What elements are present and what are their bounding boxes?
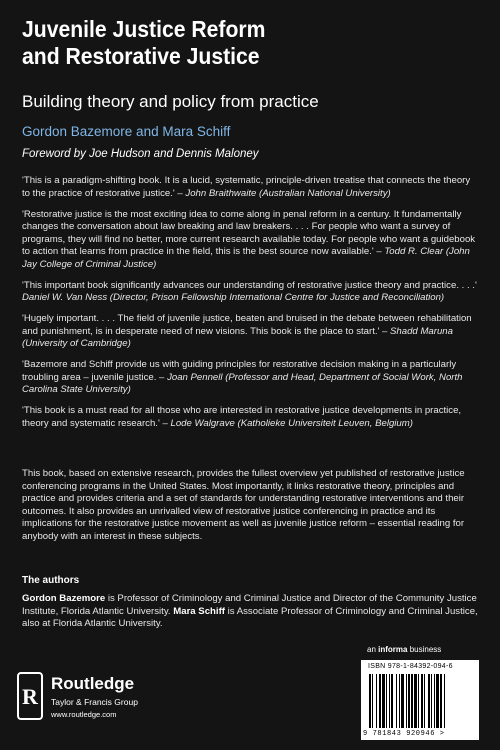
review-quotes (22, 175, 480, 439)
barcode-bar (379, 674, 381, 728)
barcode-bar (396, 674, 397, 728)
author-name: Gordon Bazemore (22, 593, 106, 604)
quote-text: 'This important book significantly advances our understanding of restorative justice theory and practice. . . .' (22, 279, 477, 291)
barcode-bar (421, 674, 423, 728)
book-authors: Gordon Bazemore and Mara Schiff (22, 124, 231, 139)
review-quote (22, 175, 480, 200)
barcode-bar (431, 674, 432, 728)
review-quote (22, 280, 480, 305)
quote-attribution: John Braithwaite (Australian National University) (185, 187, 391, 199)
barcode-digits: 9 781843 920946 > (363, 730, 445, 738)
barcode-bar (414, 674, 417, 728)
barcode-bar (436, 674, 439, 728)
isbn-barcode (361, 660, 479, 740)
publisher-logo (17, 670, 197, 740)
barcode-bar (386, 674, 387, 728)
quote-text: 'Bazemore and Schiff provide us with guiding principles for restorative decision making in a particularly troubling area – juvenile justice. – (22, 359, 457, 383)
barcode-bar (369, 674, 371, 728)
quote-attribution: Joan Pennell (Professor and Head, Department of Social Work, North Carolina State University) (22, 371, 463, 395)
isbn-number: ISBN 978-1-84392-094-6 (368, 663, 453, 670)
barcode-icon (365, 674, 475, 730)
quote-attribution: Shadd Maruna (University of Cambridge) (22, 325, 453, 349)
foreword-credit: Foreword by Joe Hudson and Dennis Maloney (22, 148, 259, 160)
informa-business-tag (367, 645, 441, 654)
publisher-name: Routledge (51, 674, 135, 693)
authors-heading: The authors (22, 575, 80, 586)
author-bio-text: is Associate Professor of Criminology and Criminal Justice, also at Florida Atlantic University. (22, 605, 478, 629)
barcode-bar (406, 674, 407, 728)
title-line-2: and Restorative Justice (22, 43, 260, 69)
barcode-bar (382, 674, 385, 728)
quote-text: 'Hugely important. . . . The field of juvenile justice, beaten and bruised in the debate between rehabilitation and punishment, is in desperate need of new visions. This book is the place to start.' – (22, 313, 472, 337)
barcode-bar (389, 674, 390, 728)
barcode-bar (411, 674, 413, 728)
barcode-bar (440, 674, 442, 728)
quote-text: 'This is a paradigm-shifting book. It is a lucid, systematic, principle-driven treatise that connects the theory to the practice of restorative justice.' – (22, 175, 471, 199)
logo-letter: R (22, 684, 38, 709)
author-name: Mara Schiff (173, 605, 225, 617)
barcode-bar (428, 674, 430, 728)
barcode-bar (372, 674, 373, 728)
barcode-bar (434, 674, 435, 728)
quote-attribution: Lode Walgrave (Katholieke Universiteit Leuven, Belgium) (170, 417, 413, 429)
quote-attribution: Daniel W. Van Ness (Director, Prison Fellowship International Centre for Justice and Reconciliation) (22, 292, 445, 303)
barcode-bar (424, 674, 425, 728)
barcode-bar (376, 674, 377, 728)
barcode-bar (418, 674, 419, 728)
book-subtitle: Building theory and policy from practice (22, 92, 319, 111)
publisher-group: Taylor & Francis Group (51, 697, 138, 707)
barcode-bar (444, 674, 445, 728)
barcode-bar (401, 674, 404, 728)
book-description: This book, based on extensive research, provides the fullest overview yet published of restorative justice conferencing programs in the United States. Most importantly, it links restorative theory, principles and practice and provides criteria and a set of standards for understanding restorative interventions and their outcomes. It also provides an unrivalled view of restorative justice conferencing in practice and its implications for the restorative justice movement as well as juvenile justice reform – essential reading for anybody with an interest in these subjects. (22, 468, 465, 542)
quote-attribution: Todd R. Clear (John Jay College of Criminal Justice) (22, 246, 470, 270)
quote-text: 'This book is a must read for all those who are interested in restorative justice developments in practice, theory and systematic research.' – (22, 405, 462, 429)
informa-suffix: business (407, 645, 442, 654)
publisher-url: www.routledge.com (51, 710, 117, 719)
quote-text: 'Restorative justice is the most exciting idea to come along in penal reform in a century. It fundamentally changes the conversation about law breaking and law breakers. . . . For people who want a survey of programs, they will find no better, more current research available today. For people who want a guidebook to action that learns from practice in the field, this is the best source now available.' – (22, 208, 476, 257)
informa-brand: informa (378, 645, 408, 654)
book-title (22, 16, 445, 70)
review-quote (22, 209, 480, 272)
author-bio-text: is Professor of Criminology and Criminal Justice and Director of the Community Justice Institute, Florida Atlantic University. (22, 593, 477, 617)
authors-bio (22, 593, 480, 631)
routledge-logo-icon (17, 672, 43, 720)
review-quote (22, 405, 480, 430)
barcode-bar (391, 674, 393, 728)
informa-prefix: an (367, 645, 379, 654)
review-quote (22, 313, 480, 351)
review-quote (22, 359, 480, 397)
barcode-bar (408, 674, 410, 728)
barcode-bar (399, 674, 400, 728)
title-line-1: Juvenile Justice Reform (22, 16, 266, 42)
